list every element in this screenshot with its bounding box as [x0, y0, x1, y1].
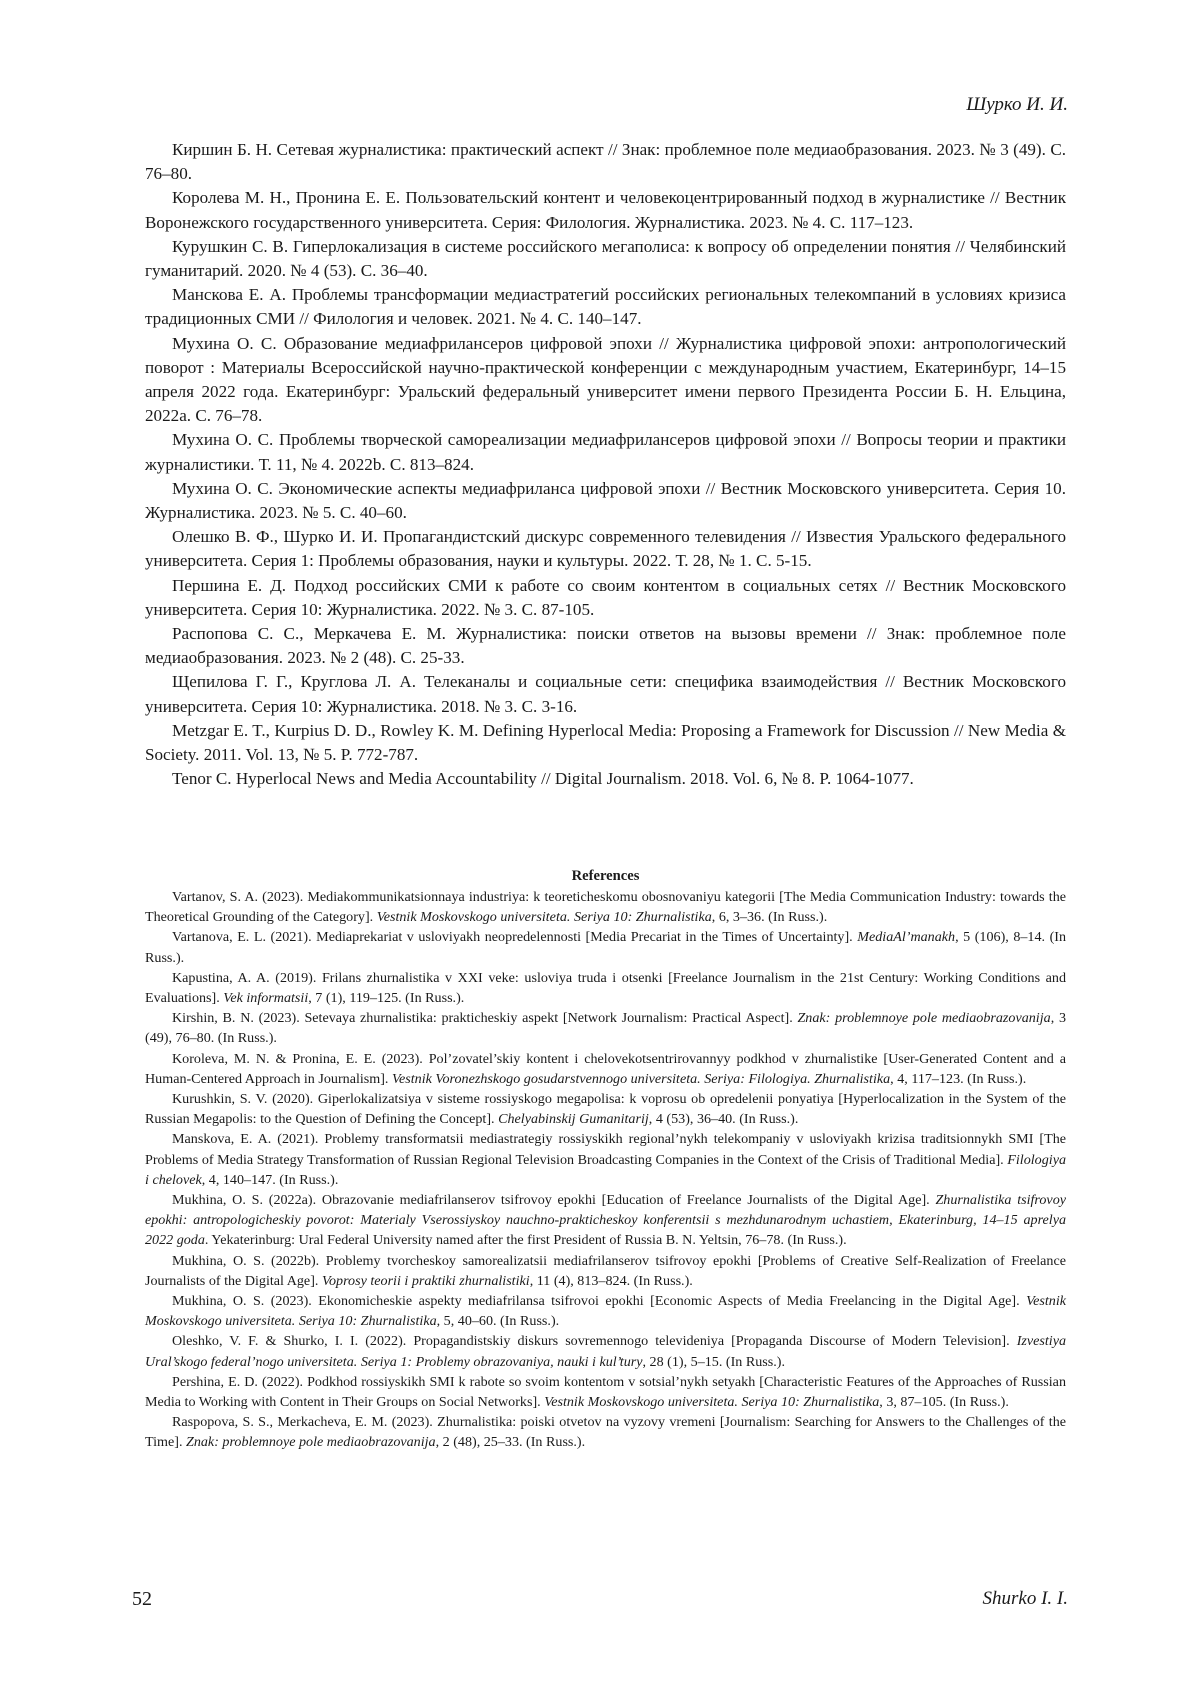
- reference-entry: Raspopova, S. S., Merkacheva, E. M. (2023). Zhurnalistika: poiski otvetov na vyzovy vremeni [Journalism: Searching for Answers to the Challenges of the Time]. Znak: problemnoye pole mediaobrazovanija, 2 (48), 25–33. (In Russ.).: [145, 1414, 1066, 1451]
- reference-entry: Kurushkin, S. V. (2020). Giperlokalizatsiya v sisteme rossiyskogo megapolisa: k voprosu ob opredelenii ponyatiya [Hyperlocalization in the System of the Russian Megapolis: to the Question of Defining the Concept]. Chelyabinskij Gumanitarij, 4 (53), 36–40. (In Russ.).: [145, 1091, 1066, 1128]
- reference-entry: Oleshko, V. F. & Shurko, I. I. (2022). Propagandistskiy diskurs sovremennogo televideniya [Propaganda Discourse of Modern Television]. Izvestiya Ural’skogo federal’nogo universiteta. Seriya 1: Problemy obrazovaniya, nauki i kul’tury, 28 (1), 5–15. (In Russ.).: [145, 1333, 1066, 1370]
- reference-entry: Mukhina, O. S. (2022a). Obrazovanie mediafrilanserov tsifrovoy epokhi [Education of Freelance Journalists of the Digital Age]. Zhurnalistika tsifrovoy epokhi: antropologicheskiy povorot: Materialy Vserossiyskoy nauchno-prakticheskoy konferentsii s mezhdunarodnym uchastiem, Ekaterinburg, 14–15 aprelya 2022 goda. Yekaterinburg: Ural Federal University named after the first President of Russia B. N. Yeltsin, 76–78. (In Russ.).: [145, 1192, 1066, 1249]
- bibliography-entry: Киршин Б. Н. Сетевая журналистика: практический аспект // Знак: проблемное поле медиаобразования. 2023. № 3 (49). С. 76–80.: [145, 140, 1066, 184]
- bibliography-entry: Мухина О. С. Проблемы творческой самореализации медиафрилансеров цифровой эпохи // Вопросы теории и практики журналистики. Т. 11, № 4. 2022b. С. 813–824.: [145, 430, 1066, 474]
- bibliography-entry: Королева М. Н., Пронина Е. Е. Пользовательский контент и человекоцентрированный подход в журналистике // Вестник Воронежского государственного университета. Серия: Филология. Журналистика. 2023. № 4. С. 117–123.: [145, 188, 1066, 232]
- reference-entry: Manskova, E. A. (2021). Problemy transformatsii mediastrategiy rossiyskikh regional’nykh telekompaniy v usloviyakh krizisa traditsionnykh SMI [The Problems of Media Strategy Transformation of Russian Regional Television Broadcasting Companies in the Context of the Crisis of Traditional Media]. Filologiya i chelovek, 4, 140–147. (In Russ.).: [145, 1131, 1066, 1188]
- bibliography-entry: Мухина О. С. Экономические аспекты медиафриланса цифровой эпохи // Вестник Московского университета. Серия 10. Журналистика. 2023. № 5. С. 40–60.: [145, 478, 1066, 523]
- reference-entry: Kirshin, B. N. (2023). Setevaya zhurnalistika: prakticheskiy aspekt [Network Journalism: Practical Aspect]. Znak: problemnoye pole mediaobrazovanija, 3 (49), 76–80. (In Russ.).: [145, 1010, 1067, 1047]
- bibliography-entry: Щепилова Г. Г., Круглова Л. А. Телеканалы и социальные сети: специфика взаимодействия // Вестник Московского университета. Серия 10: Журналистика. 2018. № 3. С. 3-16.: [145, 672, 1066, 716]
- bibliography-entry: Першина Е. Д. Подход российских СМИ к работе со своим контентом в социальных сетях // Вестник Московского университета. Серия 10: Журналистика. 2022. № 3. С. 87-105.: [145, 575, 1066, 619]
- reference-entry: Mukhina, O. S. (2022b). Problemy tvorcheskoy samorealizatsii mediafrilanserov tsifrovoy epokhi [Problems of Creative Self-Realization of Freelance Journalists of the Digital Age]. Voprosy teorii i praktiki zhurnalistiki, 11 (4), 813–824. (In Russ.).: [145, 1252, 1066, 1289]
- page-number: 52: [132, 1588, 152, 1610]
- reference-entry: Pershina, E. D. (2022). Podkhod rossiyskikh SMI k rabote so svoim kontentom v sotsial’nykh setyakh [Characteristic Features of the Approaches of Russian Media to Working with Content in Their Groups on Social Networks]. Vestnik Moskovskogo universiteta. Seriya 10: Zhurnalistika, 3, 87–105. (In Russ.).: [145, 1373, 1066, 1411]
- references-heading: References: [571, 868, 640, 884]
- bibliography-entry: Манскова Е. А. Проблемы трансформации медиастратегий российских региональных телекомпаний в условиях кризиса традиционных СМИ // Филология и человек. 2021. № 4. С. 140–147.: [145, 285, 1066, 329]
- bibliography-entry: Курушкин С. В. Гиперлокализация в системе российского мегаполиса: к вопросу об определении понятия // Челябинский гуманитарий. 2020. № 4 (53). С. 36–40.: [145, 236, 1066, 281]
- reference-entry: Mukhina, O. S. (2023). Ekonomicheskie aspekty mediafrilansa tsifrovoi epokhi [Economic Aspects of Media Freelancing in the Digital Age]. Vestnik Moskovskogo universiteta. Seriya 10: Zhurnalistika, 5, 40–60. (In Russ.).: [145, 1293, 1066, 1330]
- bibliography-list: [145, 138, 1066, 791]
- footer-author: Shurko I. I.: [982, 1588, 1068, 1609]
- bibliography-entry: Tenor C. Hyperlocal News and Media Accountability // Digital Journalism. 2018. Vol. 6, № 8. P. 1064-1077.: [172, 769, 914, 789]
- reference-entry: Koroleva, M. N. & Pronina, E. E. (2023). Pol’zovatel’skiy kontent i chelovekotsentrirovannyy podkhod v zhurnalistike [User-Generated Content and a Human-Centered Approach in Journalism]. Vestnik Voronezhskogo gosudarstvennogo universiteta. Seriya: Filologiya. Zhurnalistika, 4, 117–123. (In Russ.).: [145, 1050, 1066, 1087]
- reference-entry: Vartanov, S. A. (2023). Mediakommunikatsionnaya industriya: k teoreticheskomu obosnovaniyu kategorii [The Media Communication Industry: towards the Theoretical Grounding of the Category]. Vestnik Moskovskogo universiteta. Seriya 10: Zhurnalistika, 6, 3–36. (In Russ.).: [145, 889, 1066, 926]
- running-head: Шурко И. И.: [966, 94, 1068, 115]
- bibliography-entry: Олешко В. Ф., Шурко И. И. Пропагандистский дискурс современного телевидения // Известия Уральского федерального университета. Серия 1: Проблемы образования, науки и культуры. 2022. Т. 28, № 1. С. 5-15.: [145, 527, 1066, 571]
- references-list: [145, 887, 1066, 1453]
- bibliography-entry: Мухина О. С. Образование медиафрилансеров цифровой эпохи // Журналистика цифровой эпохи: антропологический поворот : Материалы Всероссийской научно-практической конференции с международным участием, Екатеринбург, 14–15 апреля 2022 года. Екатеринбург: Уральский федеральный университет имени первого Президента России Б. Н. Ельцина, 2022a. С. 76–78.: [145, 333, 1066, 426]
- bibliography-entry: Распопова С. С., Меркачева Е. М. Журналистика: поиски ответов на вызовы времени // Знак: проблемное поле медиаобразования. 2023. № 2 (48). С. 25-33.: [145, 624, 1066, 668]
- bibliography-entry: Metzgar E. T., Kurpius D. D., Rowley K. M. Defining Hyperlocal Media: Proposing a Framework for Discussion // New Media & Society. 2011. Vol. 13, № 5. P. 772-787.: [145, 720, 1066, 765]
- reference-entry: Vartanova, E. L. (2021). Mediaprekariat v usloviyakh neopredelennosti [Media Precariat in the Times of Uncertainty]. MediaAl’manakh, 5 (106), 8–14. (In Russ.).: [145, 929, 1067, 966]
- reference-entry: Kapustina, A. A. (2019). Frilans zhurnalistika v XXI veke: usloviya truda i otsenki [Freelance Journalism in the 21st Century: Working Conditions and Evaluations]. Vek informatsii, 7 (1), 119–125. (In Russ.).: [145, 969, 1066, 1007]
